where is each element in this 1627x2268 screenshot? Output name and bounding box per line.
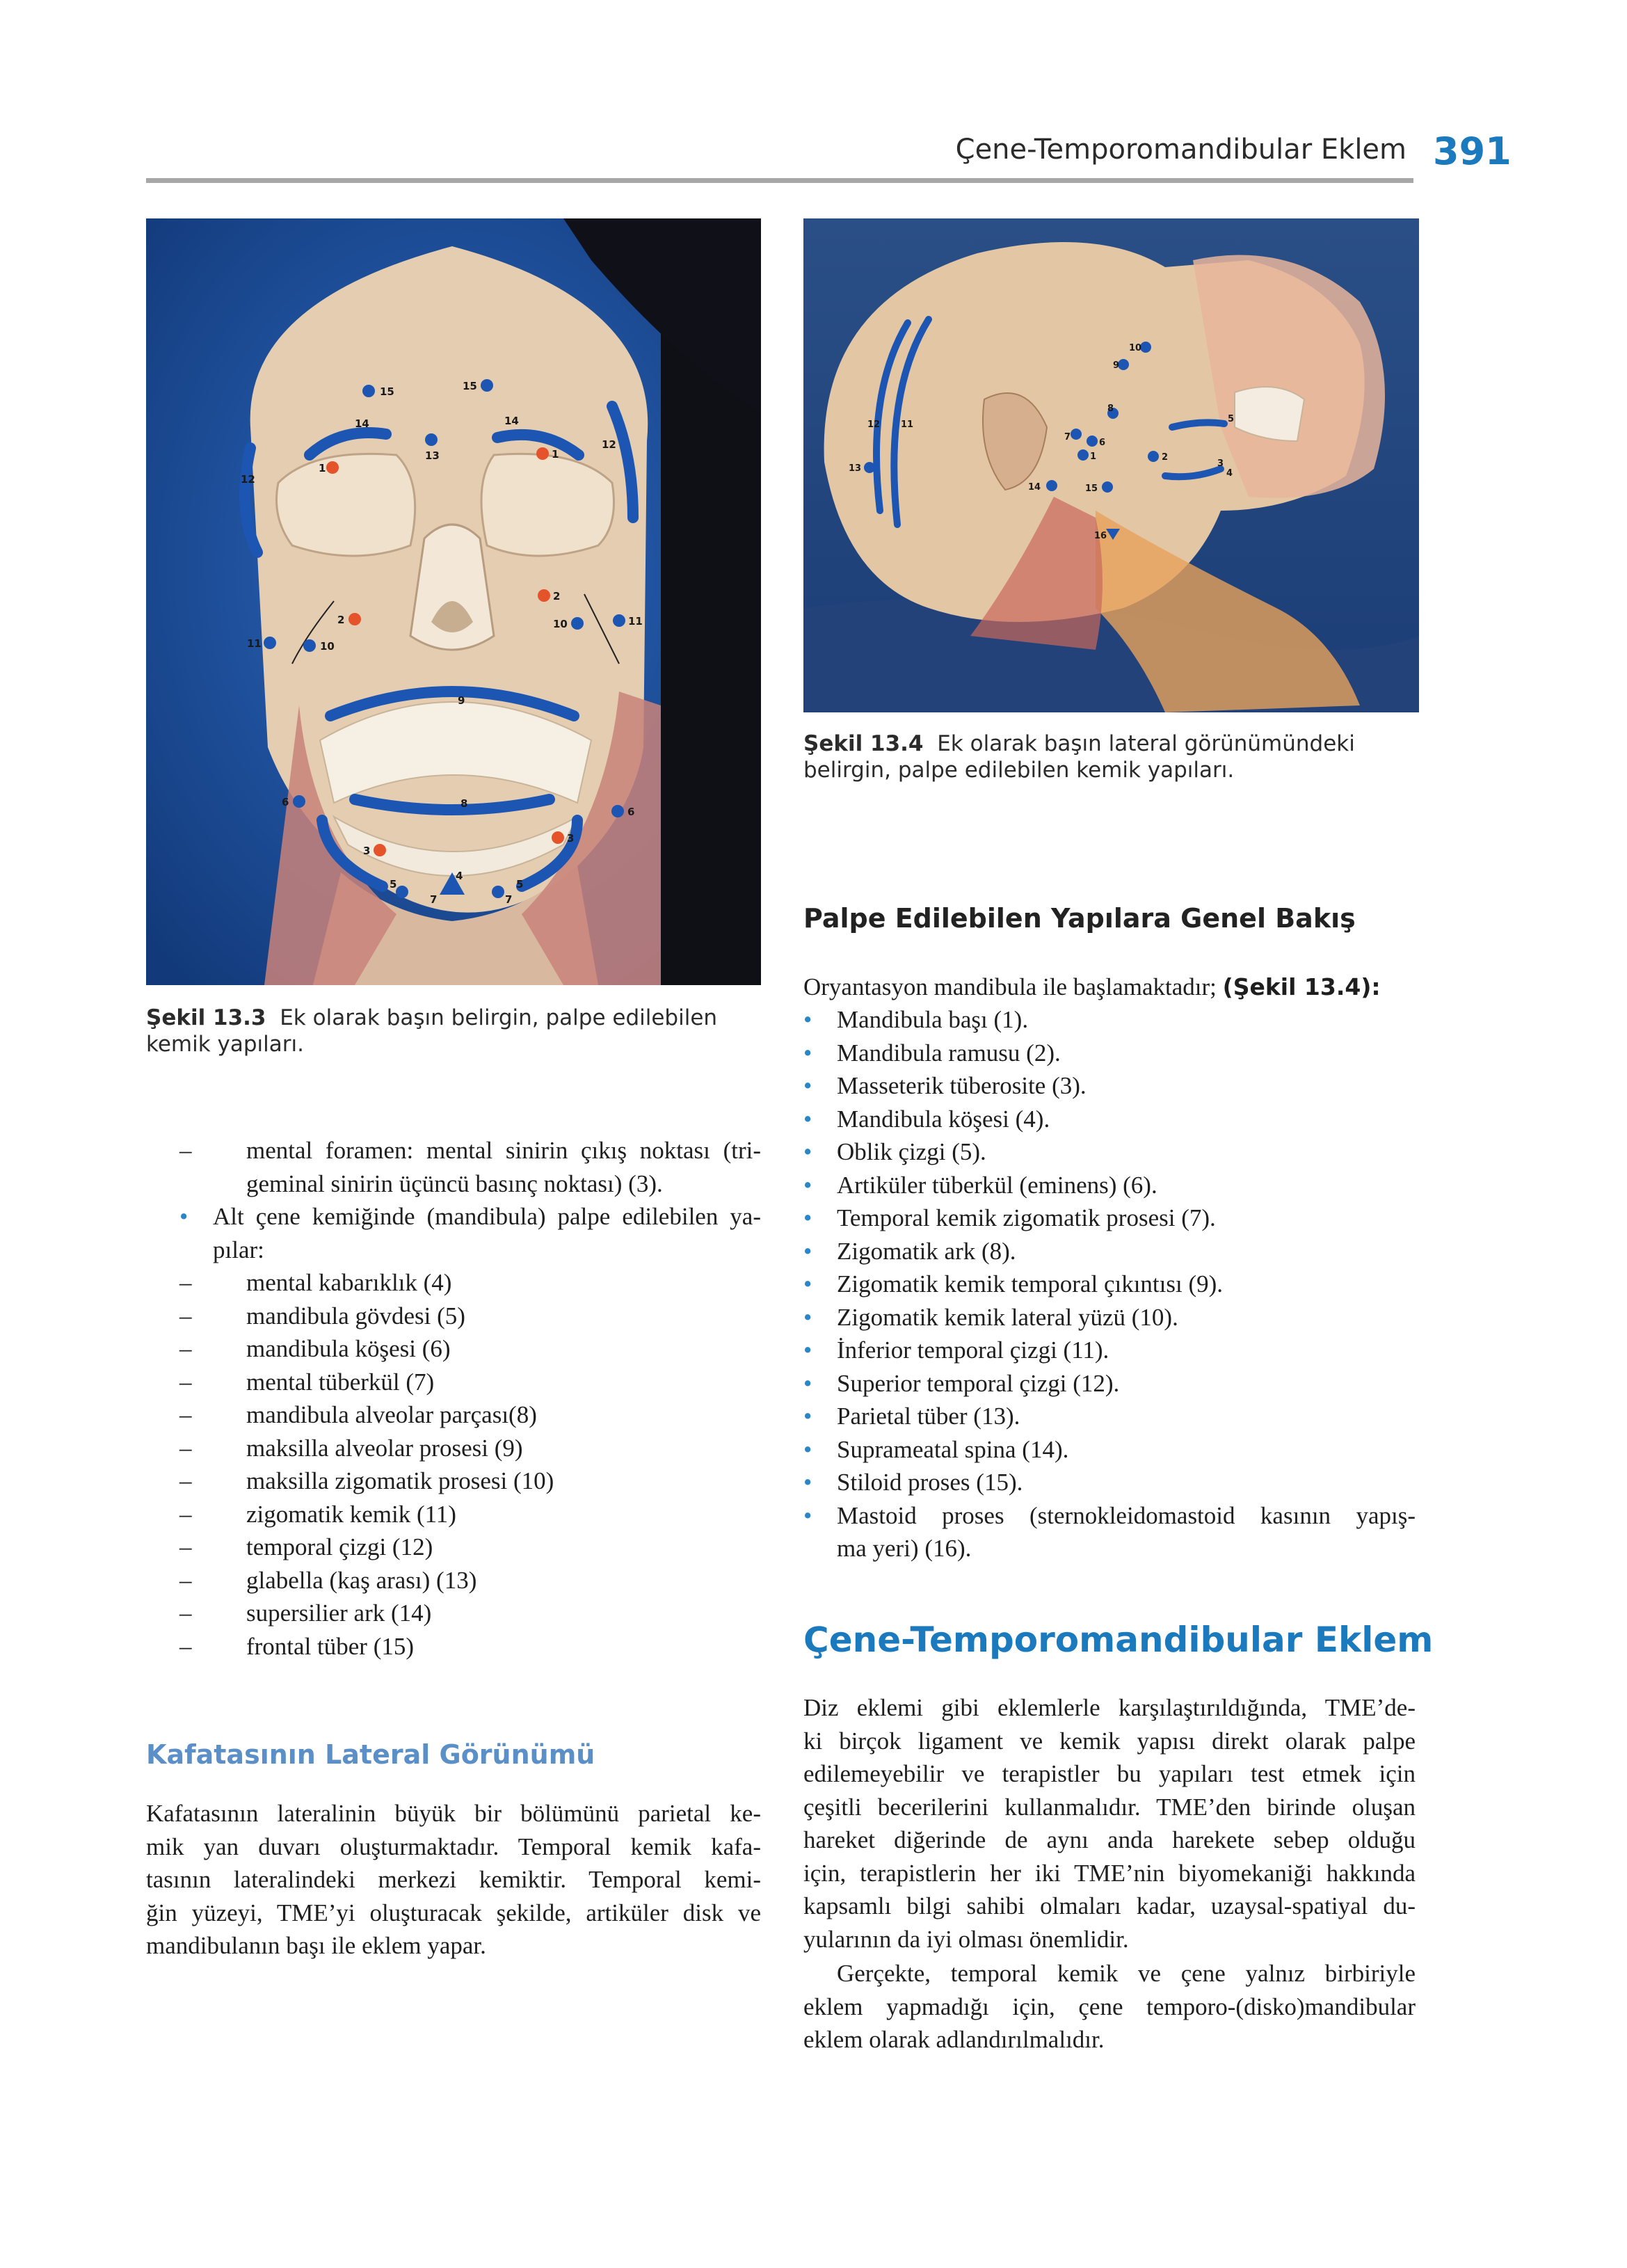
- paragraph-line: Diz eklemi gibi eklemlerle karşılaştırıldığında, TME’de-: [803, 1694, 1416, 1721]
- list-item: • Zigomatik ark (8).: [803, 1237, 1016, 1265]
- frontal-label-13: 13: [425, 449, 440, 462]
- paragraph-line: Kafatasının lateralinin büyük bir bölümünü parietal ke-: [146, 1800, 761, 1827]
- frontal-label-1: 1: [552, 448, 559, 461]
- paragraph-line: hareket diğerinde de aynı anda harekete sebep olduğu: [803, 1826, 1416, 1853]
- list-item: – mandibula köşesi (6): [179, 1335, 451, 1362]
- list-item: – mental tüberkül (7): [179, 1368, 435, 1396]
- list-item: – mandibula gövdesi (5): [179, 1302, 465, 1329]
- figure-13-4-lateral-skull: [803, 218, 1419, 712]
- overview-intro-text: Oryantasyon mandibula ile başlamaktadır;: [803, 973, 1217, 1000]
- frontal-label-7: 7: [430, 893, 438, 906]
- paragraph-line: çeşitli becerilerini kullanmalıdır. TME’den birinde oluşan: [803, 1793, 1416, 1821]
- lateral-label-12: 12: [867, 420, 881, 430]
- figure-13-4-caption-label: Şekil 13.4: [803, 731, 924, 756]
- lateral-label-5: 5: [1228, 414, 1235, 424]
- paragraph-line: için, terapistlerin her iki TME’nin biyomekaniği hakkında: [803, 1859, 1416, 1887]
- frontal-label-4: 4: [456, 870, 463, 882]
- frontal-label-7: 7: [505, 893, 513, 906]
- mandibula-palpation-list: [179, 1134, 761, 1663]
- running-title: Çene-Temporomandibular Eklem: [955, 134, 1406, 166]
- figure-13-3-caption-label: Şekil 13.3: [146, 1005, 266, 1030]
- list-item: • Parietal tüber (13).: [803, 1403, 1020, 1430]
- paragraph-line: mik yan duvarı oluşturmaktadır. Temporal kemik kafa-: [146, 1832, 761, 1860]
- paragraph-line: eklem yapmadığı için, çene temporo-(disko)mandibular: [803, 1993, 1416, 2020]
- frontal-label-1: 1: [319, 462, 326, 474]
- figure-13-3-caption: [146, 1005, 761, 1057]
- lateral-label-6: 6: [1099, 438, 1106, 448]
- list-item: – maksilla alveolar prosesi (9): [179, 1434, 523, 1462]
- list-item: • Masseterik tüberosite (3).: [803, 1072, 1087, 1099]
- frontal-label-2: 2: [337, 614, 345, 626]
- list-item: • Stiloid proses (15).: [803, 1469, 1023, 1496]
- figure-reference: (Şekil 13.4):: [1222, 973, 1381, 1000]
- list-item: – frontal tüber (15): [179, 1632, 415, 1660]
- list-item: – mental kabarıklık (4): [179, 1269, 452, 1296]
- figure-13-3-caption-text: Ek olarak başın belirgin, palpe edilebilen kemik yapıları.: [146, 1005, 718, 1057]
- list-item: – zigomatik kemik (11): [179, 1500, 456, 1528]
- lateral-label-9: 9: [1113, 360, 1120, 371]
- list-item: • Mandibula başı (1).: [803, 1006, 1029, 1033]
- paragraph-line: tasının lateralindeki merkezi kemiktir. Temporal kemi-: [146, 1866, 761, 1893]
- paragraph-line: kapsamlı bilgi sahibi olmaları kadar, uzaysal-spatiyal du-: [803, 1892, 1416, 1919]
- frontal-label-12: 12: [602, 438, 616, 451]
- list-item: • Zigomatik kemik temporal çıkıntısı (9).: [803, 1270, 1224, 1297]
- lateral-view-paragraph: [146, 1797, 761, 1963]
- tmj-paragraph-1: [803, 1691, 1416, 1956]
- list-item: – mental foramen: mental sinirin çıkış noktası (tri-: [179, 1137, 761, 1164]
- lateral-label-15: 15: [1085, 484, 1098, 494]
- paragraph-line: yularının da iyi olması önemlidir.: [803, 1925, 1129, 1953]
- frontal-label-2: 2: [553, 590, 561, 602]
- header-rule: [146, 178, 1413, 183]
- lateral-label-10: 10: [1129, 343, 1142, 353]
- frontal-label-10: 10: [553, 618, 568, 630]
- frontal-label-9: 9: [458, 694, 465, 707]
- overview-intro: [803, 971, 1416, 1004]
- frontal-label-15: 15: [463, 380, 477, 392]
- lateral-label-2: 2: [1162, 452, 1169, 463]
- paragraph-line: ğin yüzeyi, TME’yi oluşturacak şekilde, artiküler disk ve: [146, 1899, 761, 1926]
- frontal-label-10: 10: [320, 640, 335, 653]
- list-item: • Temporal kemik zigomatik prosesi (7).: [803, 1204, 1216, 1231]
- figure-13-3-frontal-skull: [146, 218, 761, 985]
- figure-13-4-caption: [803, 730, 1416, 783]
- frontal-label-5: 5: [390, 878, 397, 891]
- frontal-label-3: 3: [567, 832, 575, 845]
- lateral-label-13: 13: [849, 463, 862, 474]
- frontal-label-6: 6: [282, 796, 289, 808]
- lateral-label-3: 3: [1217, 458, 1224, 469]
- frontal-label-11: 11: [247, 637, 262, 650]
- lateral-label-1: 1: [1090, 452, 1097, 462]
- frontal-label-8: 8: [460, 797, 468, 810]
- frontal-label-14: 14: [355, 417, 369, 430]
- paragraph-line: mandibulanın başı ile eklem yapar.: [146, 1932, 486, 1959]
- frontal-label-11: 11: [628, 615, 643, 628]
- paragraph-line: ki birçok ligament ve kemik yapısı direkt olarak palpe: [803, 1727, 1416, 1755]
- list-item: • Superior temporal çizgi (12).: [803, 1369, 1120, 1397]
- overview-heading: Palpe Edilebilen Yapılara Genel Bakış: [803, 903, 1356, 934]
- list-item: • Mandibula ramusu (2).: [803, 1039, 1061, 1067]
- list-item: – mandibula alveolar parçası(8): [179, 1401, 537, 1428]
- tmj-paragraph-2: [803, 1957, 1416, 2057]
- list-item: • Mastoid proses (sternokleidomastoid kasının yapış-: [803, 1501, 1416, 1529]
- list-item: – temporal çizgi (12): [179, 1533, 433, 1560]
- list-item: – glabella (kaş arası) (13): [179, 1566, 477, 1594]
- palpable-structures-list: [803, 1003, 1416, 1565]
- list-item-continuation: ma yeri) (16).: [837, 1535, 972, 1562]
- frontal-label-6: 6: [627, 806, 635, 818]
- frontal-label-5: 5: [516, 878, 524, 891]
- lateral-label-11: 11: [901, 420, 914, 430]
- lateral-label-8: 8: [1107, 404, 1114, 414]
- tmj-section-heading: Çene-Temporomandibular Eklem: [803, 1620, 1434, 1660]
- list-item: • Mandibula köşesi (4).: [803, 1105, 1050, 1133]
- list-item: • Oblik çizgi (5).: [803, 1138, 986, 1165]
- lateral-view-heading: Kafatasının Lateral Görünümü: [146, 1739, 595, 1770]
- list-item-continuation: geminal sinirin üçüncü basınç noktası) (3).: [246, 1169, 663, 1197]
- lateral-skull-illustration: [803, 218, 1419, 712]
- figure-13-4-caption-text: Ek olarak başın lateral görünümündeki belirgin, palpe edilebilen kemik yapıları.: [803, 731, 1355, 783]
- lateral-label-16: 16: [1094, 531, 1107, 541]
- list-item: • Zigomatik kemik lateral yüzü (10).: [803, 1303, 1178, 1331]
- list-item: • Alt çene kemiğinde (mandibula) palpe edilebilen ya-: [179, 1203, 761, 1230]
- frontal-label-3: 3: [363, 845, 371, 857]
- page-number: 391: [1433, 129, 1512, 173]
- list-item: • Artiküler tüberkül (eminens) (6).: [803, 1171, 1157, 1199]
- lateral-label-4: 4: [1226, 468, 1233, 479]
- frontal-label-12: 12: [241, 473, 255, 486]
- frontal-label-14: 14: [504, 415, 519, 427]
- list-item-continuation: pılar:: [213, 1236, 264, 1263]
- paragraph-line: eklem olarak adlandırılmalıdır.: [803, 2026, 1105, 2053]
- paragraph-line: edilemeyebilir ve terapistler bu yapıları test etmek için: [803, 1760, 1416, 1787]
- lateral-label-14: 14: [1028, 482, 1041, 493]
- list-item: • İnferior temporal çizgi (11).: [803, 1336, 1109, 1364]
- paragraph-line: Gerçekte, temporal kemik ve çene yalnız birbiriyle: [837, 1960, 1416, 1987]
- frontal-skull-illustration: [146, 218, 761, 985]
- frontal-label-15: 15: [380, 385, 394, 398]
- list-item: – maksilla zigomatik prosesi (10): [179, 1467, 554, 1494]
- lateral-label-7: 7: [1064, 432, 1071, 442]
- list-item: – supersilier ark (14): [179, 1599, 432, 1627]
- list-item: • Suprameatal spina (14).: [803, 1435, 1069, 1463]
